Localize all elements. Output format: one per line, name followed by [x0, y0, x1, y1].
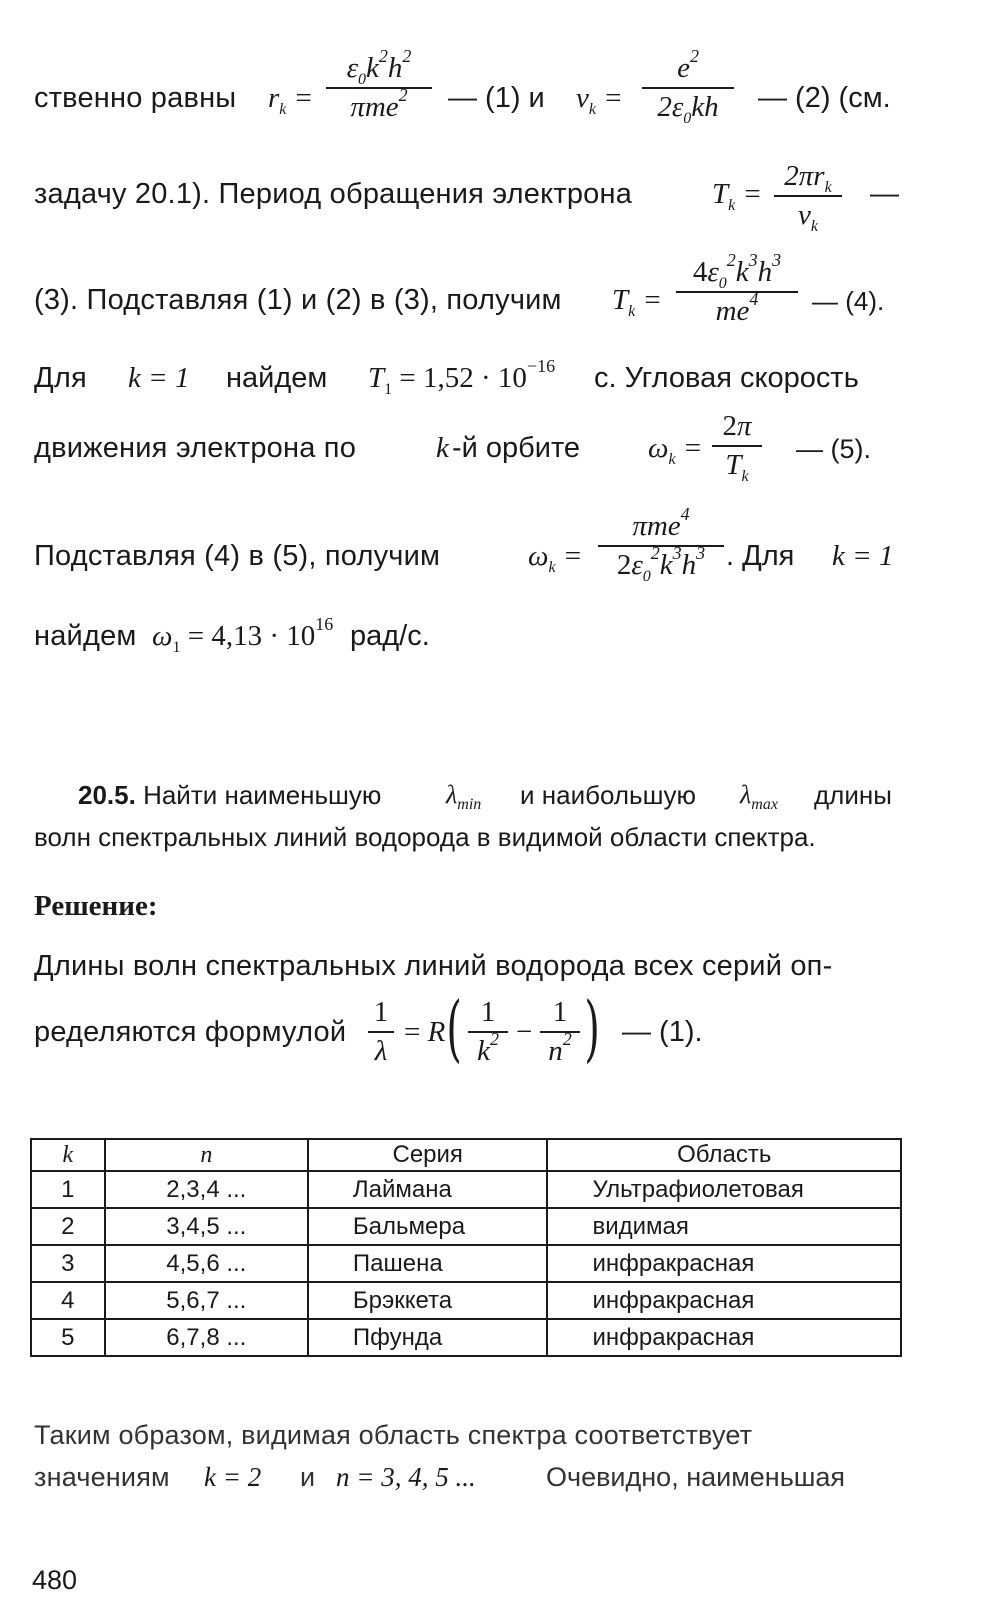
table-cell: 5,6,7 ... — [105, 1282, 308, 1319]
problem-statement — [78, 780, 381, 811]
value-omega1: 4,13 · 10 — [211, 620, 316, 652]
header-series: Серия — [308, 1139, 548, 1171]
text-fragment: — (1) и — [448, 82, 545, 114]
math-k2: k = 2 — [204, 1462, 262, 1492]
table-cell: 4 — [31, 1282, 105, 1319]
formula-omega-label: $\omega_k$ = — [528, 540, 583, 576]
formula-Tk-fraction: $2\pi r_k$ $v_k$ — [774, 160, 842, 232]
page-number: 480 — [32, 1565, 78, 1595]
text-fragment: ственно равны — [34, 82, 237, 114]
table-cell: 4,5,6 ... — [105, 1245, 308, 1282]
formula-Tk-label: $T_k$ = — [712, 178, 763, 214]
formula-T1: $T_1 = 1,52 \cdot 10^{-16}$ — [368, 356, 556, 398]
formula-R: = R — [404, 1016, 446, 1048]
text-line: волн спектральных линий водорода в видимой области спектра. — [34, 822, 816, 852]
table-cell: Лаймана — [308, 1171, 548, 1208]
left-paren: ( — [446, 986, 462, 1070]
text-line: Таким образом, видимая область спектра соответствует — [34, 1420, 753, 1450]
table-cell: инфракрасная — [547, 1319, 901, 1356]
formula-vk-fraction: $e^2$ $2\varepsilon_0kh$ — [642, 52, 734, 124]
text-fragment: движения электрона по — [34, 432, 357, 464]
text-fragment: с. Угловая скорость — [594, 362, 859, 394]
formula-inverse-lambda: 1 λ — [368, 996, 394, 1068]
math-lambda-min: $\lambda_{min}$ — [446, 780, 482, 813]
text-fragment: Подставляя (4) в (5), получим — [34, 540, 441, 572]
text-fragment: длины — [814, 780, 892, 810]
formula-rk-fraction: $\varepsilon_0k^2h^2$ πme$^2$ — [326, 52, 432, 124]
table-cell: инфракрасная — [547, 1245, 901, 1282]
formula-Tk-label: $T_k$ = — [612, 284, 663, 320]
formula-Tk-expanded-fraction: $4\varepsilon_0^2k^3h^3$ $me^4$ — [676, 256, 798, 328]
formula-omega-expanded-fraction: πme$^4$ $2\varepsilon_0^2k^3h^3$ — [598, 510, 724, 582]
math-k: k — [436, 432, 449, 464]
table-row — [31, 1319, 901, 1356]
table-cell: 6,7,8 ... — [105, 1319, 308, 1356]
table-row — [31, 1171, 901, 1208]
text-fragment: — (5). — [796, 434, 872, 464]
header-n: n — [105, 1139, 308, 1171]
text-fragment: -й орбите — [452, 432, 581, 464]
dash: — — [870, 178, 899, 210]
text-line: (3). Подставляя (1) и (2) в (3), получим — [34, 284, 562, 316]
table-row — [31, 1208, 901, 1245]
text-line: задачу 20.1). Период обращения электрона — [34, 178, 633, 210]
header-region: Область — [547, 1139, 901, 1171]
series-table — [30, 1138, 902, 1357]
text-fragment: и наибольшую — [520, 780, 696, 810]
table-cell: инфракрасная — [547, 1282, 901, 1319]
math-lambda-max: $\lambda_{max}$ — [740, 780, 778, 813]
value-T1: 1,52 · 10 — [423, 362, 527, 394]
text-fragment: ределяются формулой — [34, 1016, 347, 1048]
table-cell: 2,3,4 ... — [105, 1171, 308, 1208]
right-paren: ) — [584, 986, 600, 1070]
table-cell: 2 — [31, 1208, 105, 1245]
text-fragment: найдем — [34, 620, 137, 652]
table-cell: 3 — [31, 1245, 105, 1282]
table-cell: 3,4,5 ... — [105, 1208, 308, 1245]
formula-fraction-1-n2: 1 $n^2$ — [540, 996, 580, 1068]
formula-vk-label: $v_k$ = — [576, 82, 623, 118]
table-row — [31, 1282, 901, 1319]
text-fragment: Очевидно, наименьшая — [546, 1462, 846, 1492]
value-omega1-exponent: 16 — [315, 614, 334, 634]
formula-fraction-1-k2: 1 $k^2$ — [468, 996, 508, 1068]
text-fragment: . Для — [726, 540, 795, 572]
text-fragment: и — [300, 1462, 316, 1492]
table-cell: Ультрафиолетовая — [547, 1171, 901, 1208]
text-fragment: — (2) (см. — [758, 82, 891, 114]
text-line — [34, 82, 236, 115]
table-cell: Пашена — [308, 1245, 548, 1282]
header-k: k — [31, 1139, 105, 1171]
text-fragment: рад/с. — [350, 620, 430, 652]
math-k1: k = 1 — [832, 540, 894, 572]
minus-sign: − — [516, 1016, 533, 1048]
formula-omega-label: $\omega_k$ = — [648, 432, 703, 468]
text-fragment: — (4). — [812, 286, 885, 316]
table-header-row — [31, 1139, 901, 1171]
text-fragment: найдем — [226, 362, 328, 394]
problem-number: 20.5. — [78, 780, 136, 810]
formula-omega1: $\omega_1 = 4,13 \cdot 10^{16}$ — [152, 614, 334, 656]
text-line: Длины волн спектральных линий водорода всех серий оп- — [34, 950, 833, 982]
table-cell: Брэккета — [308, 1282, 548, 1319]
text-fragment: Найти наименьшую — [143, 780, 382, 810]
math-n-values: n = 3, 4, 5 ... — [336, 1462, 476, 1492]
table-cell: видимая — [547, 1208, 901, 1245]
math-k1: k = 1 — [128, 362, 190, 394]
text-fragment: — (1). — [622, 1016, 703, 1048]
table-cell: 1 — [31, 1171, 105, 1208]
solution-heading: Решение: — [34, 890, 158, 922]
table-cell: Бальмера — [308, 1208, 548, 1245]
text-fragment: значениям — [34, 1462, 170, 1492]
table-cell: 5 — [31, 1319, 105, 1356]
table-row — [31, 1245, 901, 1282]
formula-rk-label: $r_k$ = — [268, 82, 314, 118]
formula-omega-fraction: 2π $T_k$ — [712, 410, 762, 482]
value-T1-exponent: −16 — [526, 356, 556, 376]
table-cell: Пфунда — [308, 1319, 548, 1356]
text-fragment: Для — [34, 362, 87, 394]
